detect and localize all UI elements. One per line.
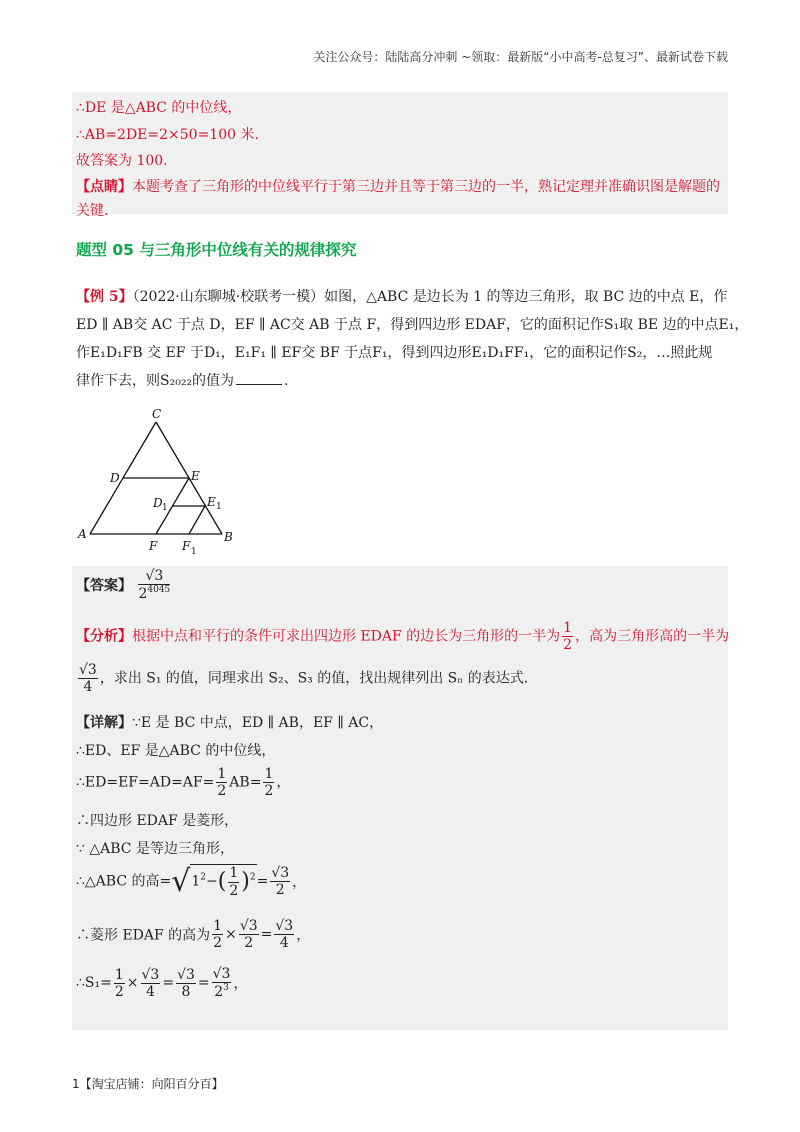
- d6-half-num: 1: [229, 865, 239, 882]
- answer-exp: 4045: [147, 585, 171, 596]
- tip-line-1: [76, 176, 720, 196]
- analysis-text-1: 根据中点和平行的条件可求出四边形 EDAF 的边长为三角形的一半为: [132, 628, 561, 645]
- d7-f3-num: √3: [275, 918, 294, 934]
- d7-f1-den: 2: [213, 935, 223, 952]
- sqrt-body: $1^2-$( $\frac{1}{2}$ )$^2$: [191, 865, 256, 899]
- d6-res-den: 2: [275, 882, 285, 898]
- half-fraction: [562, 620, 573, 653]
- segment-e1f1: [189, 506, 205, 534]
- tip-tag: 【点睛】: [76, 179, 132, 195]
- sub-e1: 1: [216, 502, 222, 512]
- tip-text-1: 本题考查了三角形的中位线平行于第三边并且等于第三边的一半，熟记定理并准确识图是解题的: [132, 179, 720, 195]
- d6-eq: =: [256, 873, 269, 890]
- height-fraction: [78, 662, 98, 695]
- detail-text-1: ∵E 是 BC 中点，ED ∥ AB，EF ∥ AC，: [132, 715, 384, 731]
- d7-f3-den: 4: [279, 935, 289, 952]
- d8-f3-den: 8: [181, 983, 191, 1000]
- d8-f4-num: √3: [212, 966, 231, 982]
- d3-f2-den: 2: [264, 783, 274, 800]
- triangle-figure: [76, 404, 246, 564]
- detail-3b: AB=: [229, 774, 262, 791]
- d8-eq1: =: [162, 975, 175, 992]
- label-e1: E: [207, 495, 216, 509]
- d8-f2-num: √3: [141, 966, 160, 983]
- detail-3-frac-1: [216, 766, 227, 799]
- height-num: √3: [79, 662, 97, 678]
- example-source: （2022·山东聊城·校联考一模）: [132, 289, 325, 305]
- detail-3c: ，: [276, 774, 291, 791]
- half-num: 1: [563, 620, 573, 636]
- page-header: 关注公众号：陆陆高分冲刺 ~领取：最新版“小中高考-总复习”、最新试卷下载: [313, 50, 728, 64]
- d8-comma: ，: [233, 976, 248, 993]
- answer-den: 2: [138, 586, 148, 603]
- half-den: 2: [563, 637, 573, 654]
- example-line-2: ED ∥ AB交 AC 于点 D，EF ∥ AC交 AB 于点 F，得到四边形 EDAF，它的面积记作S₁取 BE 边的中点E₁，: [76, 317, 749, 333]
- d6-comma: ，: [292, 874, 307, 891]
- answer-num: √3: [138, 568, 170, 585]
- d7-f2-num: √3: [239, 918, 258, 934]
- d8-f3-num: √3: [177, 966, 195, 983]
- d6-sq: 2: [200, 873, 207, 883]
- label-b: B: [224, 530, 233, 544]
- d7-f1: [212, 918, 223, 951]
- d7-f1-num: 1: [213, 918, 223, 934]
- sub-d1: 1: [162, 503, 168, 513]
- label-d1: D: [153, 496, 163, 510]
- d3-f1-den: 2: [217, 783, 227, 800]
- example-end: .: [284, 373, 289, 389]
- analysis-line-1: [76, 620, 729, 653]
- d7-times: ×: [225, 926, 237, 943]
- detail-line-3: [76, 766, 290, 799]
- detail-line-5: ∵ △ABC 是等边三角形，: [76, 841, 234, 857]
- d8-f4-exp: 3: [223, 983, 229, 994]
- detail-line-6: [76, 864, 306, 899]
- detail-6a: ∴△ABC 的高=: [76, 873, 172, 890]
- d8-f1: [114, 967, 125, 1000]
- example-text-4: 律作下去，则S₂₀₂₂的值为: [76, 373, 235, 389]
- prev-line-2: ∴AB=2DE=2×50=100 米.: [76, 127, 259, 143]
- sub-f1: 1: [191, 547, 197, 557]
- d7-comma: ，: [296, 927, 311, 944]
- detail-3a: ∴ED=EF=AD=AF=: [76, 774, 215, 791]
- d8-f2-den: 4: [145, 983, 155, 1000]
- d3-f1-num: 1: [217, 766, 227, 782]
- d3-f2-num: 1: [264, 766, 274, 782]
- detail-line-1: [76, 712, 383, 732]
- detail-8a: ∴S₁=: [76, 975, 112, 992]
- example-text-1: 如图，△ABC 是边长为 1 的等边三角形，取 BC 边的中点 E，作: [324, 289, 728, 305]
- label-d: D: [110, 471, 120, 485]
- detail-7a: ∴菱形 EDAF 的高为: [76, 927, 211, 944]
- example-line-1: [76, 286, 727, 306]
- detail-line-2: ∴ED、EF 是△ABC 的中位线，: [76, 743, 276, 759]
- d6-half-den: 2: [229, 882, 239, 899]
- d7-f3: [274, 918, 294, 951]
- analysis-line-2: [76, 662, 528, 695]
- example-line-3: 作E₁D₁FB 交 EF 于D₁，E₁F₁ ∥ EF交 BF 于点F₁，得到四边形E₁D₁FF₁，它的面积记作S₂，…照此规: [76, 345, 713, 361]
- label-f: F: [149, 539, 158, 553]
- d8-times: ×: [126, 975, 139, 992]
- d6-sq2: 2: [249, 873, 256, 883]
- d6-res-num: √3: [271, 864, 290, 881]
- d6-half: [228, 865, 239, 898]
- detail-3-frac-2: [263, 766, 274, 799]
- d8-f1-num: 1: [114, 966, 124, 983]
- d6-minus: −: [206, 874, 218, 890]
- answer-blank: [236, 373, 282, 385]
- label-f1: F: [182, 539, 191, 553]
- label-c: C: [152, 407, 162, 421]
- analysis-text-2: ，高为三角形高的一半为: [575, 628, 730, 645]
- example-line-4: [76, 370, 289, 390]
- analysis-tag: 【分析】: [76, 628, 132, 645]
- label-e: E: [191, 469, 200, 483]
- detail-line-4: ∴四边形 EDAF 是菱形，: [76, 813, 239, 829]
- d7-f2-den: 2: [244, 935, 254, 952]
- prev-line-1: ∴DE 是△ABC 的中位线，: [76, 100, 242, 116]
- detail-tag: 【详解】: [76, 715, 132, 731]
- d6-result: [270, 865, 290, 898]
- d7-f2: [239, 918, 259, 951]
- height-den: 4: [83, 679, 93, 696]
- tip-line-2: 关键.: [76, 203, 109, 219]
- d7-eq: =: [260, 926, 273, 943]
- detail-line-7: [76, 918, 310, 951]
- sqrt-sign: √: [171, 864, 191, 899]
- answer-line: [76, 568, 172, 602]
- answer-fraction: [138, 568, 170, 602]
- label-a: A: [78, 527, 87, 541]
- example-tag: 【例 5】: [76, 289, 133, 305]
- answer-tag: 【答案】: [76, 578, 132, 595]
- detail-line-8: [76, 966, 247, 1000]
- d8-f4-den: 2: [214, 984, 224, 1001]
- prev-line-3: 故答案为 100.: [76, 153, 168, 169]
- d8-f1-den: 2: [114, 983, 124, 1000]
- d6-one: 1: [191, 874, 201, 890]
- page-footer: 1【淘宝店铺：向阳百分百】: [72, 1077, 224, 1091]
- d8-eq2: =: [197, 975, 210, 992]
- d8-f2: [141, 967, 161, 1000]
- section-title: 题型 05 与三角形中位线有关的规律探究: [76, 241, 357, 259]
- analysis-text-3: ，求出 S₁ 的值，同理求出 S₂、S₃ 的值，找出规律列出 Sₙ 的表达式.: [99, 670, 529, 687]
- d8-f3: [176, 967, 196, 1000]
- d8-f4: [212, 966, 232, 1000]
